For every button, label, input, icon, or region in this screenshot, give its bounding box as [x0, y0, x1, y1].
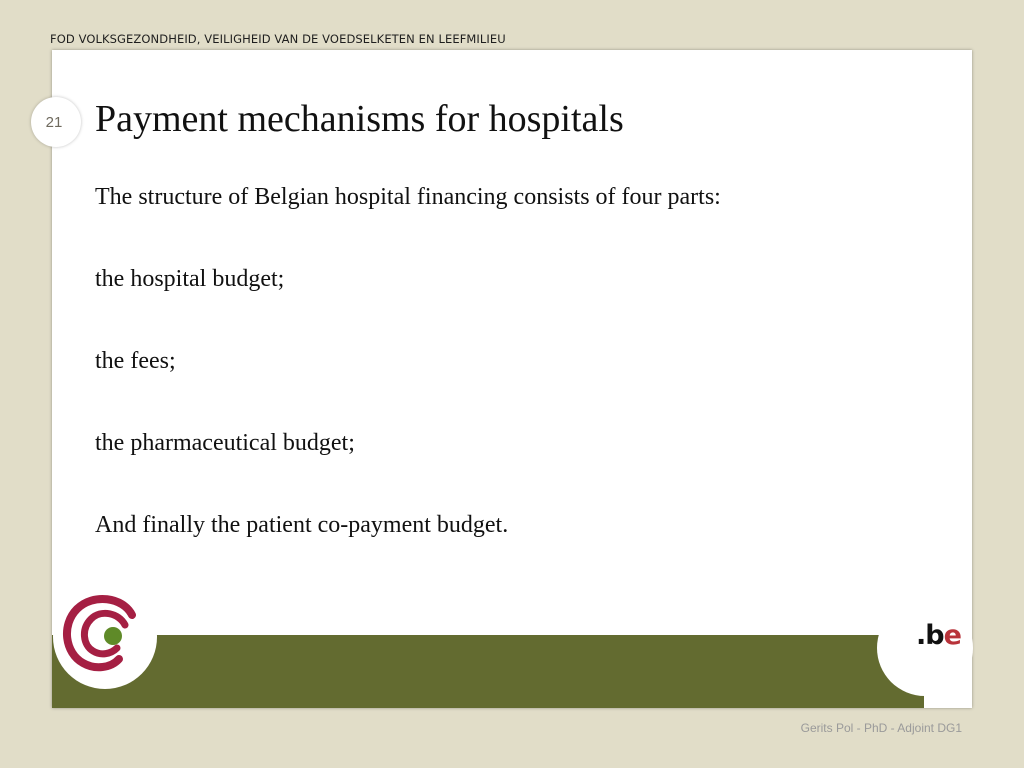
header-organization: FOD VOLKSGEZONDHEID, VEILIGHEID VAN DE VOEDSELKETEN EN LEEFMILIEU	[50, 32, 506, 46]
list-item: And finally the patient co-payment budget.	[95, 512, 509, 538]
list-item: the hospital budget;	[95, 266, 285, 292]
be-logo-e: e	[943, 620, 961, 651]
be-logo-dot-b: .b	[916, 620, 944, 651]
logo-circle	[53, 585, 157, 689]
footer-band	[52, 635, 924, 708]
slide-title: Payment mechanisms for hospitals	[95, 98, 624, 140]
fod-logo-icon	[53, 585, 157, 689]
intro-line: The structure of Belgian hospital financing consists of four parts:	[95, 184, 721, 210]
footer-author: Gerits Pol - PhD - Adjoint DG1	[800, 721, 962, 735]
be-logo	[916, 620, 961, 651]
slide-number: 21	[31, 97, 81, 147]
list-item: the fees;	[95, 348, 176, 374]
slide-panel	[52, 50, 972, 708]
list-item: the pharmaceutical budget;	[95, 430, 355, 456]
